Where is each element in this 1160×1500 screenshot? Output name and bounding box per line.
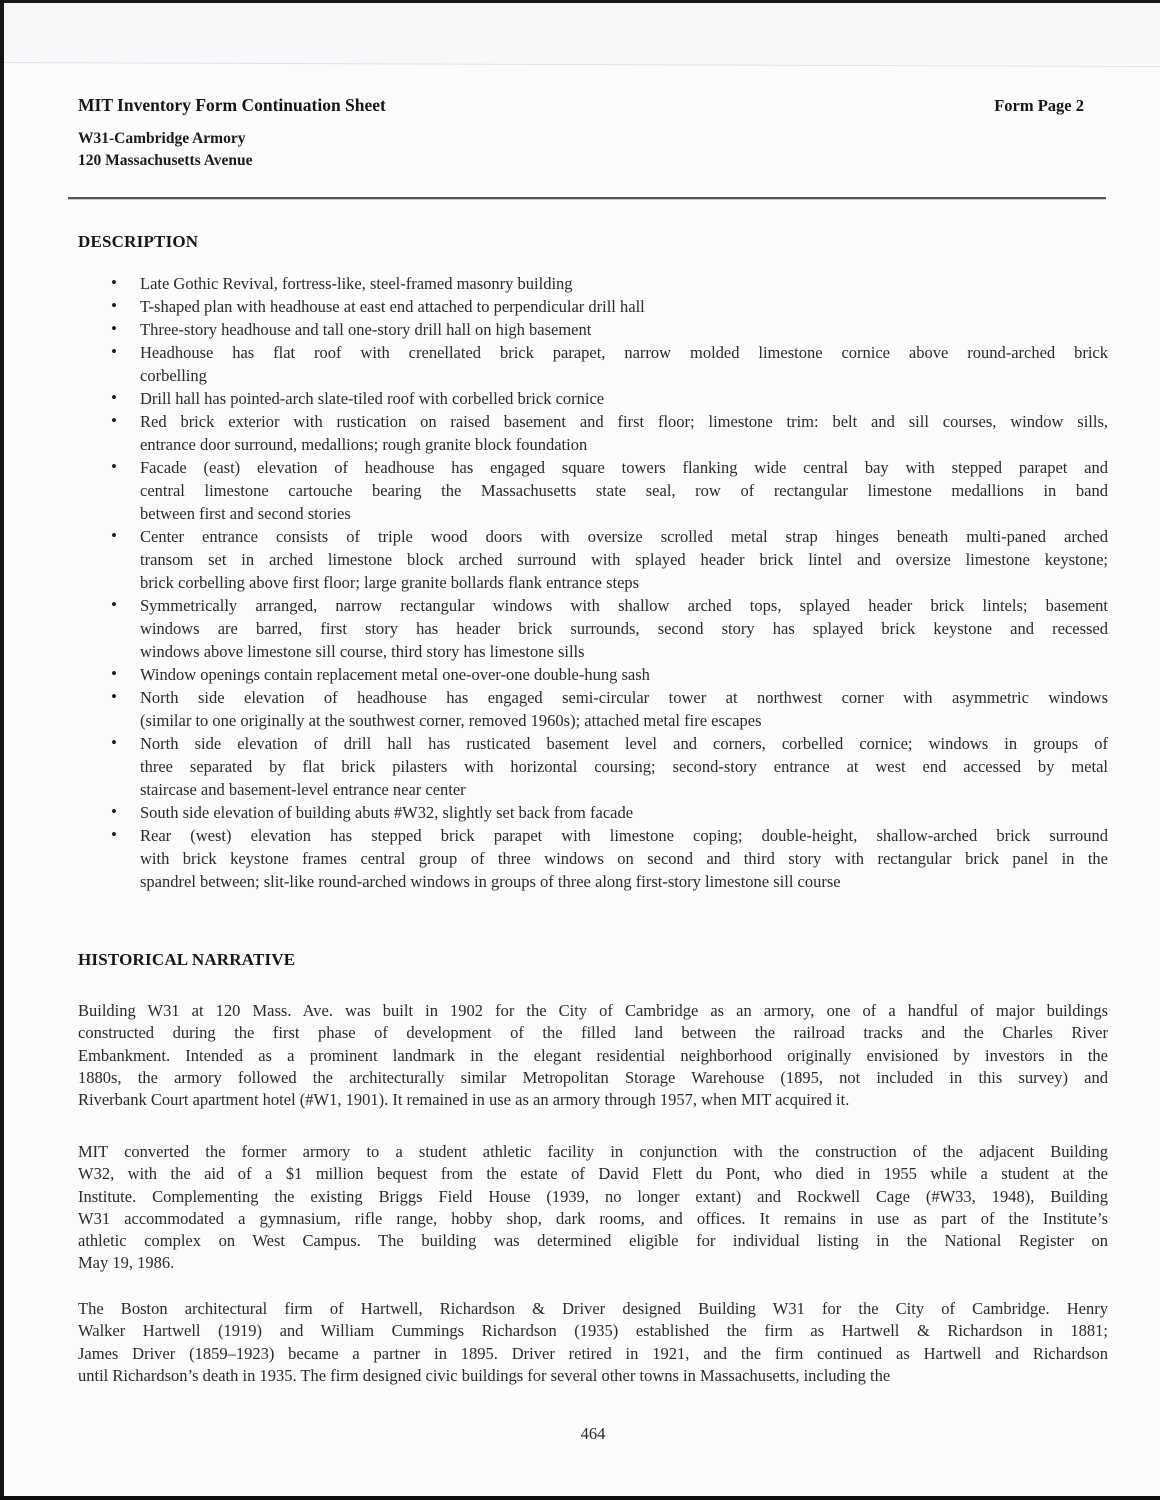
bullet-icon: •	[111, 296, 117, 315]
bullet-icon: •	[111, 342, 117, 361]
bullet-icon: •	[111, 273, 117, 292]
text-line: Late Gothic Revival, fortress-like, steel-framed masonry building	[140, 274, 573, 293]
bullet-item	[111, 410, 1108, 456]
text-line: brick corbelling above first floor; large granite bollards flank entrance steps	[140, 573, 640, 592]
text-line: James Driver (1859–1923) became a partner in 1895. Driver retired in 1921, and the firm continued as Hartwell and Richardson	[78, 1343, 1108, 1363]
text-line: 1880s, the armory followed the architecturally similar Metropolitan Storage Warehouse (1895, not included in this survey) and	[78, 1067, 1108, 1087]
scan-edge-top	[0, 0, 1160, 3]
text-line: Three-story headhouse and tall one-story drill hall on high basement	[140, 320, 592, 339]
text-line: transom set in arched limestone block arched surround with splayed header brick lintel and oversize limestone keystone;	[140, 550, 1108, 569]
bullet-item	[111, 272, 1108, 295]
bullet-item	[111, 732, 1108, 801]
text-line: North side elevation of headhouse has engaged semi-circular tower at northwest corner with asymmetric windows	[140, 688, 1108, 707]
text-line: W31 accommodated a gymnasium, rifle range, hobby shop, dark rooms, and offices. It remains in use as part of the Institute’s	[78, 1208, 1108, 1228]
document-header	[78, 95, 1084, 116]
bullet-item	[111, 456, 1108, 525]
text-line: windows are barred, first story has header brick surrounds, second story has splayed brick keystone and recessed	[140, 619, 1108, 638]
bullet-item	[111, 686, 1108, 732]
bullet-icon: •	[111, 733, 117, 752]
text-line: Symmetrically arranged, narrow rectangular windows with shallow arched tops, splayed header brick lintels; basement	[140, 596, 1108, 615]
bullet-item	[111, 295, 1108, 318]
text-line: athletic complex on West Campus. The building was determined eligible for individual listing in the National Register on	[78, 1231, 1108, 1251]
text-line: North side elevation of drill hall has rusticated basement level and corners, corbelled cornice; windows in groups of	[140, 734, 1108, 753]
text-line: Walker Hartwell (1919) and William Cummings Richardson (1935) established the firm as Hartwell & Richardson in 1881;	[78, 1321, 1108, 1341]
narrative-paragraph	[78, 1141, 1108, 1275]
bullet-icon: •	[111, 526, 117, 545]
text-line: corbelling	[140, 366, 207, 385]
text-line: Embankment. Intended as a prominent landmark in the elegant residential neighborhood originally envisioned by investors in the	[78, 1045, 1108, 1065]
text-line: MIT converted the former armory to a student athletic facility in conjunction with the construction of the adjacent Building	[78, 1142, 1108, 1161]
bullet-icon: •	[111, 664, 117, 683]
bullet-icon: •	[111, 802, 117, 821]
text-line: May 19, 1986.	[78, 1253, 175, 1273]
text-line: spandrel between; slit-like round-arched windows in groups of three along first-story limestone sill course	[140, 872, 841, 891]
bullet-item	[111, 801, 1108, 824]
text-line: Headhouse has flat roof with crenellated brick parapet, narrow molded limestone cornice above round-arched brick	[140, 343, 1108, 362]
text-line: Drill hall has pointed-arch slate-tiled roof with corbelled brick cornice	[140, 389, 605, 408]
bullet-item	[111, 387, 1108, 410]
text-line: The Boston architectural firm of Hartwell, Richardson & Driver designed Building W31 for the City of Cambridge. Henry	[78, 1299, 1108, 1318]
text-line: Window openings contain replacement metal one-over-one double-hung sash	[140, 665, 650, 684]
scan-edge-bottom	[0, 1496, 1160, 1500]
narrative-paragraph	[78, 1298, 1108, 1387]
bullet-item	[111, 824, 1108, 893]
text-line: Rear (west) elevation has stepped brick parapet with limestone coping; double-height, shallow-arched brick surround	[140, 826, 1108, 845]
narrative-heading: HISTORICAL NARRATIVE	[78, 950, 296, 969]
text-line: W32, with the aid of a $1 million bequest from the estate of David Flett du Pont, who died in 1955 while a student at the	[78, 1164, 1108, 1184]
text-line: constructed during the first phase of development of the filled land between the railroad tracks and the Charles River	[78, 1023, 1108, 1043]
bullet-item	[111, 318, 1108, 341]
text-line: Red brick exterior with rustication on raised basement and first floor; limestone trim: belt and sill courses, window sills,	[140, 412, 1108, 431]
bullet-icon: •	[111, 595, 117, 614]
property-name: W31-Cambridge Armory	[78, 130, 246, 147]
text-line: Institute. Complementing the existing Briggs Field House (1939, no longer extant) and Rockwell Cage (#W33, 1948), Building	[78, 1186, 1108, 1206]
header-divider-rule	[68, 197, 1106, 199]
document-title: MIT Inventory Form Continuation Sheet	[78, 95, 386, 115]
text-line: entrance door surround, medallions; rough granite block foundation	[140, 435, 588, 454]
text-line: South side elevation of building abuts #W32, slightly set back from facade	[140, 803, 634, 822]
text-line: with brick keystone frames central group of three windows on second and third story with rectangular brick panel in the	[140, 849, 1108, 868]
description-heading: DESCRIPTION	[78, 232, 199, 251]
bullet-icon: •	[111, 687, 117, 706]
text-line: (similar to one originally at the southwest corner, removed 1960s); attached metal fire escapes	[140, 711, 762, 730]
bullet-icon: •	[111, 825, 117, 844]
bullet-icon: •	[111, 319, 117, 338]
bullet-icon: •	[111, 457, 117, 476]
text-line: T-shaped plan with headhouse at east end attached to perpendicular drill hall	[140, 297, 645, 316]
bullet-item	[111, 341, 1108, 387]
text-line: between first and second stories	[140, 504, 351, 523]
property-address: 120 Massachusetts Avenue	[78, 152, 253, 169]
bullet-item	[111, 594, 1108, 663]
text-line: staircase and basement-level entrance near center	[140, 780, 466, 799]
description-bullet-list	[111, 272, 1108, 893]
page-number: 464	[580, 1424, 606, 1443]
text-line: Building W31 at 120 Mass. Ave. was built in 1902 for the City of Cambridge as an armory, one of a handful of major buildings	[78, 1001, 1108, 1020]
text-line: Center entrance consists of triple wood doors with oversize scrolled metal strap hinges beneath multi-paned arched	[140, 527, 1108, 546]
narrative-paragraph	[78, 1000, 1108, 1111]
bullet-icon: •	[111, 411, 117, 430]
bullet-item	[111, 525, 1108, 594]
scan-top-band	[0, 3, 1160, 63]
text-line: until Richardson’s death in 1935. The firm designed civic buildings for several other towns in Massachusetts, including the	[78, 1365, 891, 1385]
text-line: Riverbank Court apartment hotel (#W1, 1901). It remained in use as an armory through 1957, when MIT acquired it.	[78, 1090, 850, 1110]
bullet-item	[111, 663, 1108, 686]
text-line: central limestone cartouche bearing the Massachusetts state seal, row of rectangular limestone medallions in band	[140, 481, 1108, 500]
scan-edge-left	[0, 0, 4, 1500]
text-line: three separated by flat brick pilasters with horizontal coursing; second-story entrance at west end accessed by metal	[140, 757, 1108, 776]
bullet-icon: •	[111, 388, 117, 407]
text-line: windows above limestone sill course, third story has limestone sills	[140, 642, 585, 661]
text-line: Facade (east) elevation of headhouse has engaged square towers flanking wide central bay with stepped parapet and	[140, 458, 1108, 477]
form-page-label: Form Page 2	[994, 96, 1084, 115]
